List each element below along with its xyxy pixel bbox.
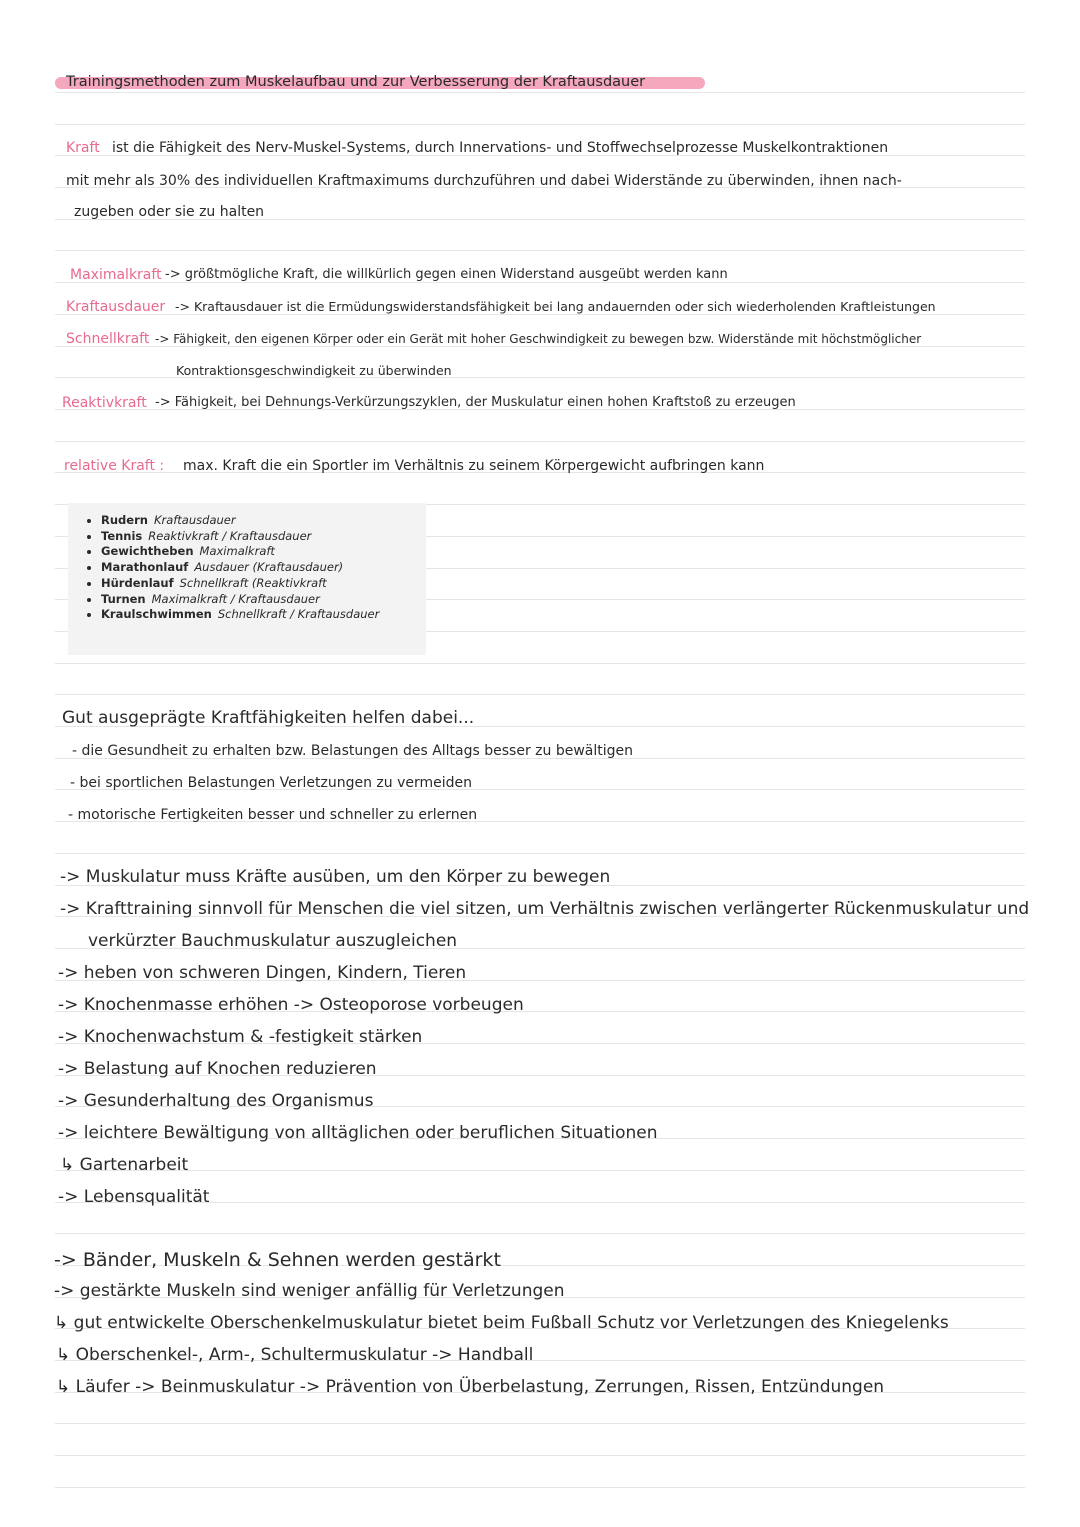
arrow-item: -> Gesunderhaltung des Organismus: [58, 1091, 374, 1111]
form-text: -> Kraftausdauer ist die Ermüdungswiderstandsfähigkeit bei lang andauernden oder sich wiederholenden Kraftleistungen: [175, 299, 936, 314]
arrow-item: -> Lebensqualität: [58, 1187, 210, 1207]
sport-note: Ausdauer (Kraftausdauer): [194, 560, 344, 575]
arrow-item: verkürzter Bauchmuskulatur auszugleichen: [88, 931, 458, 951]
list-item: [101, 576, 426, 592]
form-term: Kraftausdauer: [66, 299, 166, 315]
sport-name: Marathonlauf: [101, 560, 189, 575]
arrow-item: -> Knochenmasse erhöhen -> Osteoporose vorbeugen: [58, 995, 524, 1015]
final-item: ↳ Läufer -> Beinmuskulatur -> Prävention von Überbelastung, Zerrungen, Rissen, Entzündungen: [56, 1377, 885, 1397]
rule-line: [55, 1423, 1025, 1424]
sports-list-box: [68, 503, 426, 655]
benefit-item: - die Gesundheit zu erhalten bzw. Belastungen des Alltags besser zu bewältigen: [72, 743, 633, 759]
final-item: -> gestärkte Muskeln sind weniger anfällig für Verletzungen: [54, 1281, 565, 1301]
relative-term: relative Kraft :: [64, 458, 165, 474]
rule-line: [55, 1170, 1025, 1171]
arrow-item: -> Belastung auf Knochen reduzieren: [58, 1059, 377, 1079]
sport-note: Schnellkraft (Reaktivkraft: [179, 575, 327, 590]
final-item: -> Bänder, Muskeln & Sehnen werden gestärkt: [54, 1249, 501, 1271]
form-term: Maximalkraft: [70, 267, 162, 283]
list-item: [101, 513, 426, 529]
form-text: -> Fähigkeit, den eigenen Körper oder ein Gerät mit hoher Geschwindigkeit zu bewegen bzw. Widerstände mit höchstmöglicher: [155, 332, 922, 346]
sport-name: Rudern: [101, 513, 148, 527]
list-item: [101, 560, 426, 576]
sport-name: Hürdenlauf: [101, 575, 174, 590]
form-text: -> Fähigkeit, bei Dehnungs-Verkürzungszyklen, der Muskulatur einen hohen Kraftstoß zu erzeugen: [155, 395, 796, 410]
benefit-item: - motorische Fertigkeiten besser und schneller zu erlernen: [68, 807, 478, 823]
sport-note: Reaktivkraft / Kraftausdauer: [148, 528, 312, 543]
sport-name: Kraulschwimmen: [101, 607, 212, 622]
arrow-item: -> Knochenwachstum & -festigkeit stärken: [58, 1027, 423, 1047]
list-item: [101, 544, 426, 560]
page-title: Trainingsmethoden zum Muskelaufbau und zur Verbesserung der Kraftausdauer: [66, 74, 646, 90]
definition-line: mit mehr als 30% des individuellen Kraftmaximums durchzuführen und dabei Widerstände zu überwinden, ihnen nach-: [66, 173, 902, 189]
final-item: ↳ gut entwickelte Oberschenkelmuskulatur bietet beim Fußball Schutz vor Verletzungen des Kniegelenks: [54, 1313, 949, 1333]
sport-name: Gewichtheben: [101, 544, 194, 559]
rule-line: [55, 124, 1025, 125]
form-term: Reaktivkraft: [62, 395, 147, 411]
form-term: Schnellkraft: [66, 331, 150, 347]
arrow-item: ↳ Gartenarbeit: [60, 1155, 189, 1175]
form-text: Kontraktionsgeschwindigkeit zu überwinden: [176, 363, 452, 378]
definition-line: ist die Fähigkeit des Nerv-Muskel-Systems, durch Innervations- und Stoffwechselprozesse Muskelkontraktionen: [112, 140, 889, 156]
rule-line: [55, 853, 1025, 854]
sport-name: Tennis: [101, 528, 143, 543]
definition-line: zugeben oder sie zu halten: [74, 204, 265, 220]
list-item: [101, 607, 426, 623]
rule-line: [55, 1233, 1025, 1234]
relative-text: max. Kraft die ein Sportler im Verhältnis zu seinem Körpergewicht aufbringen kann: [183, 458, 765, 474]
rule-line: [55, 441, 1025, 442]
list-item: [101, 529, 426, 545]
sport-note: Maximalkraft / Kraftausdauer: [151, 591, 320, 606]
rule-line: [55, 663, 1025, 664]
arrow-item: -> Muskulatur muss Kräfte ausüben, um den Körper zu bewegen: [60, 867, 611, 887]
definition-term: Kraft: [66, 140, 100, 156]
rule-line: [55, 92, 1025, 93]
benefits-intro: Gut ausgeprägte Kraftfähigkeiten helfen dabei...: [62, 708, 475, 728]
sport-name: Turnen: [101, 591, 146, 606]
form-text: -> größtmögliche Kraft, die willkürlich gegen einen Widerstand ausgeübt werden kann: [165, 267, 728, 282]
sport-note: Maximalkraft: [199, 544, 275, 559]
arrow-item: -> heben von schweren Dingen, Kindern, Tieren: [58, 963, 467, 983]
sport-note: Schnellkraft / Kraftausdauer: [217, 607, 380, 622]
arrow-item: -> leichtere Bewältigung von alltäglichen oder beruflichen Situationen: [58, 1123, 658, 1143]
arrow-item: -> Krafttraining sinnvoll für Menschen die viel sitzen, um Verhältnis zwischen verlängerter Rückenmuskulatur und: [60, 899, 1030, 919]
list-item: [101, 592, 426, 608]
rule-line: [55, 1487, 1025, 1488]
benefit-item: - bei sportlichen Belastungen Verletzungen zu vermeiden: [70, 775, 473, 791]
sport-note: Kraftausdauer: [153, 513, 236, 527]
rule-line: [55, 250, 1025, 251]
rule-line: [55, 694, 1025, 695]
rule-line: [55, 1455, 1025, 1456]
final-item: ↳ Oberschenkel-, Arm-, Schultermuskulatur -> Handball: [56, 1345, 534, 1365]
